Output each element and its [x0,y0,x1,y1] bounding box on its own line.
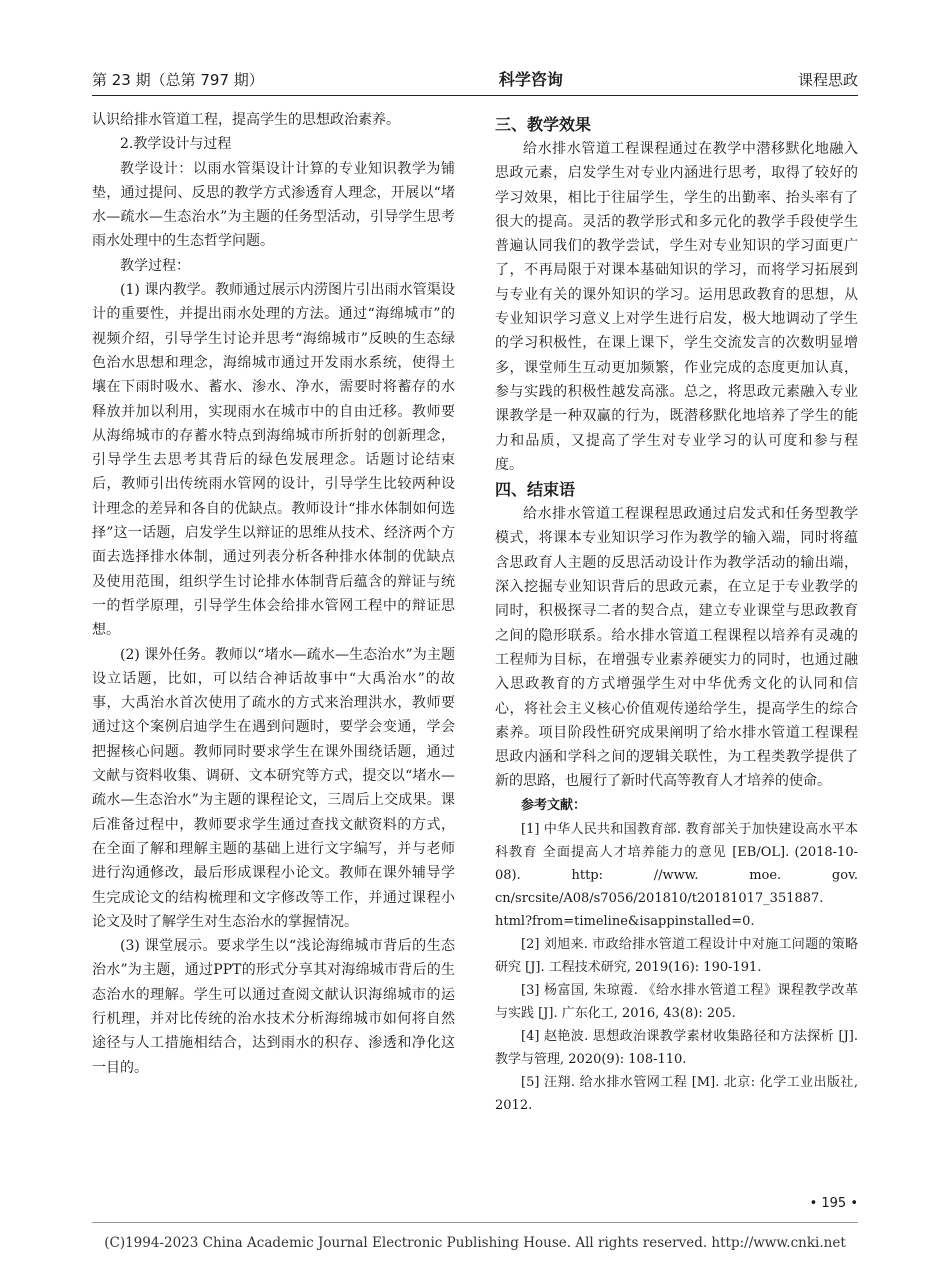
paragraph: 认识给排水管道工程，提高学生的思想政治素养。 [92,112,400,128]
footer-rule [92,1222,858,1223]
left-column [92,108,455,1080]
reference-item: [3] 杨富国, 朱琼霞. 《给水排水管道工程》课程教学改革与实践 [J]. 广东化工, 2016, 43(8): 205. [495,982,858,1021]
running-header [92,64,858,90]
section-heading: 三、教学效果 [495,115,592,134]
paragraph: 教学设计：以雨水管渠设计计算的专业知识教学为铺垫，通过提问、反思的教学方式渗透育人理念，开展以“堵水—疏水—生态治水”为主题的任务型活动，引导学生思考雨水处理中的生态哲学问题。 [92,160,455,250]
header-rule [92,95,858,96]
reference-item: [2] 刘旭来. 市政给排水管道工程设计中对施工问题的策略研究 [J]. 工程技术研究, 2019(16): 190-191. [495,936,858,975]
right-column [495,112,858,1117]
section-subheading: 2.教学设计与过程 [120,136,232,153]
issue-label: 第 23 期（总第 797 期） [92,71,264,89]
reference-item: [4] 赵艳波. 思想政治课教学素材收集路径和方法探析 [J]. 教学与管理, 2020(9): 108-110. [495,1028,858,1067]
references-title: 参考文献： [521,797,587,813]
column-label: 课程思政 [797,71,858,89]
paragraph: 给水排水管道工程课程通过在教学中潜移默化地融入思政元素，启发学生对专业内涵进行思考，取得了较好的学习效果，相比于往届学生，学生的出勤率、抬头率有了很大的提高。灵活的教学形式和多元化的教学手段使学生普遍认同我们的教学尝试，学生对专业知识的学习面更广了，不再局限于对课本基础知识的学习，而将学习拓展到与专业有关的课外知识的学习。运用思政教育的思想，从专业知识学习意义上对学生进行启发，极大地调动了学生的学习积极性，在课上课下，学生交流发言的次数明显增多，课堂师生互动更加频繁，作业完成的态度更加认真，参与实践的积极性越发高涨。总之，将思政元素融入专业课教学是一种双赢的行为，既潜移默化地培养了学生的能力和品质，又提高了学生对专业学习的认可度和参与程度。 [495,141,858,473]
journal-title: 科学咨询 [498,70,563,89]
reference-item: [1] 中华人民共和国教育部. 教育部关于加快建设高水平本科教育 全面提高人才培养能力的意见 [EB/OL]. (2018-10-08). http: //www. moe. gov. cn/srcsite/A08/s7056/201810/t20181017_351887. html?from=timeline&isappinstalled=0. [495,821,858,929]
page-number: • 195 • [809,1196,858,1211]
section-heading: 四、结束语 [495,480,576,500]
copyright-notice: (C)1994-2023 China Academic Journal Electronic Publishing House. All rights reserved. http://www.cnki.net [104,1235,846,1251]
paragraph: 教学过程： [120,257,190,274]
reference-item: [5] 汪翔. 给水排水管网工程 [M]. 北京: 化学工业出版社, 2012. [495,1074,858,1113]
paragraph: (1) 课内教学。教师通过展示内涝图片引出雨水管渠设计的重要性，并提出雨水处理的方法。通过“海绵城市”的视频介绍，引导学生讨论并思考“海绵城市”反映的生态绿色治水思想和理念，海绵城市通过开发雨水系统，使得土壤在下雨时吸水、蓄水、渗水、净水，需要时将蓄存的水释放并加以利用，实现雨水在城市中的自由迁移。教师要从海绵城市的存蓄水特点到海绵城市所折射的创新理念，引导学生去思考其背后的绿色发展理念。话题讨论结束后，教师引出传统雨水管网的设计，引导学生比较两种设计理念的差异和各自的优缺点。教师设计“排水体制如何选择”这一话题，启发学生以辩证的思维从技术、经济两个方面去选择排水体制，通过列表分析各种排水体制的优缺点及使用范围，组织学生讨论排水体制背后蕴含的辩证与统一的哲学原理，引导学生体会给排水管网工程中的辩证思想。 [92,282,455,639]
paragraph: (2) 课外任务。教师以“堵水—疏水—生态治水”为主题设立话题，比如，可以结合神话故事中“大禹治水”的故事，大禹治水首次使用了疏水的方式来治理洪水，教师要通过这个案例启迪学生在遇到问题时，要学会变通，学会把握核心问题。教师同时要求学生在课外围绕话题，通过文献与资料收集、调研、文本研究等方式，提交以“堵水—疏水—生态治水”为主题的课程论文，三周后上交成果。课后准备过程中，教师要求学生通过查找文献资料的方式，在全面了解和理解主题的基础上进行文字编写，并与老师进行沟通修改，最后形成课程小论文。教师在课外辅导学生完成论文的结构梳理和文字修改等工作，并通过课程小论文及时了解学生对生态治水的掌握情况。 [92,646,455,930]
paragraph: 给水排水管道工程课程思政通过启发式和任务型教学模式，将课本专业知识学习作为教学的输入端，同时将蕴含思政育人主题的反思活动设计作为教学活动的输出端，深入挖掘专业知识背后的思政元素，在立足于专业教学的同时，积极探寻二者的契合点，建立专业课堂与思政教育之间的隐形联系。给水排水管道工程课程以培养有灵魂的工程师为目标，在增强专业素养硬实力的同时，也通过融入思政教育的方式增强学生对中华优秀文化的认同和信心，将社会主义核心价值观传递给学生，提高学生的综合素养。项目阶段性研究成果阐明了给水排水管道工程课程思政内涵和学科之间的逻辑关联性，为工程类教学提供了新的思路，也履行了新时代高等教育人才培养的使命。 [495,506,858,790]
paragraph: (3) 课堂展示。要求学生以“浅论海绵城市背后的生态治水”为主题，通过PPT的形式分享其对海绵城市背后的生态治水的理解。学生可以通过查阅文献认识海绵城市的运行机理，并对比传统的治水技术分析海绵城市如何将自然途径与人工措施相结合，达到雨水的积存、渗透和净化这一目的。 [92,938,455,1076]
